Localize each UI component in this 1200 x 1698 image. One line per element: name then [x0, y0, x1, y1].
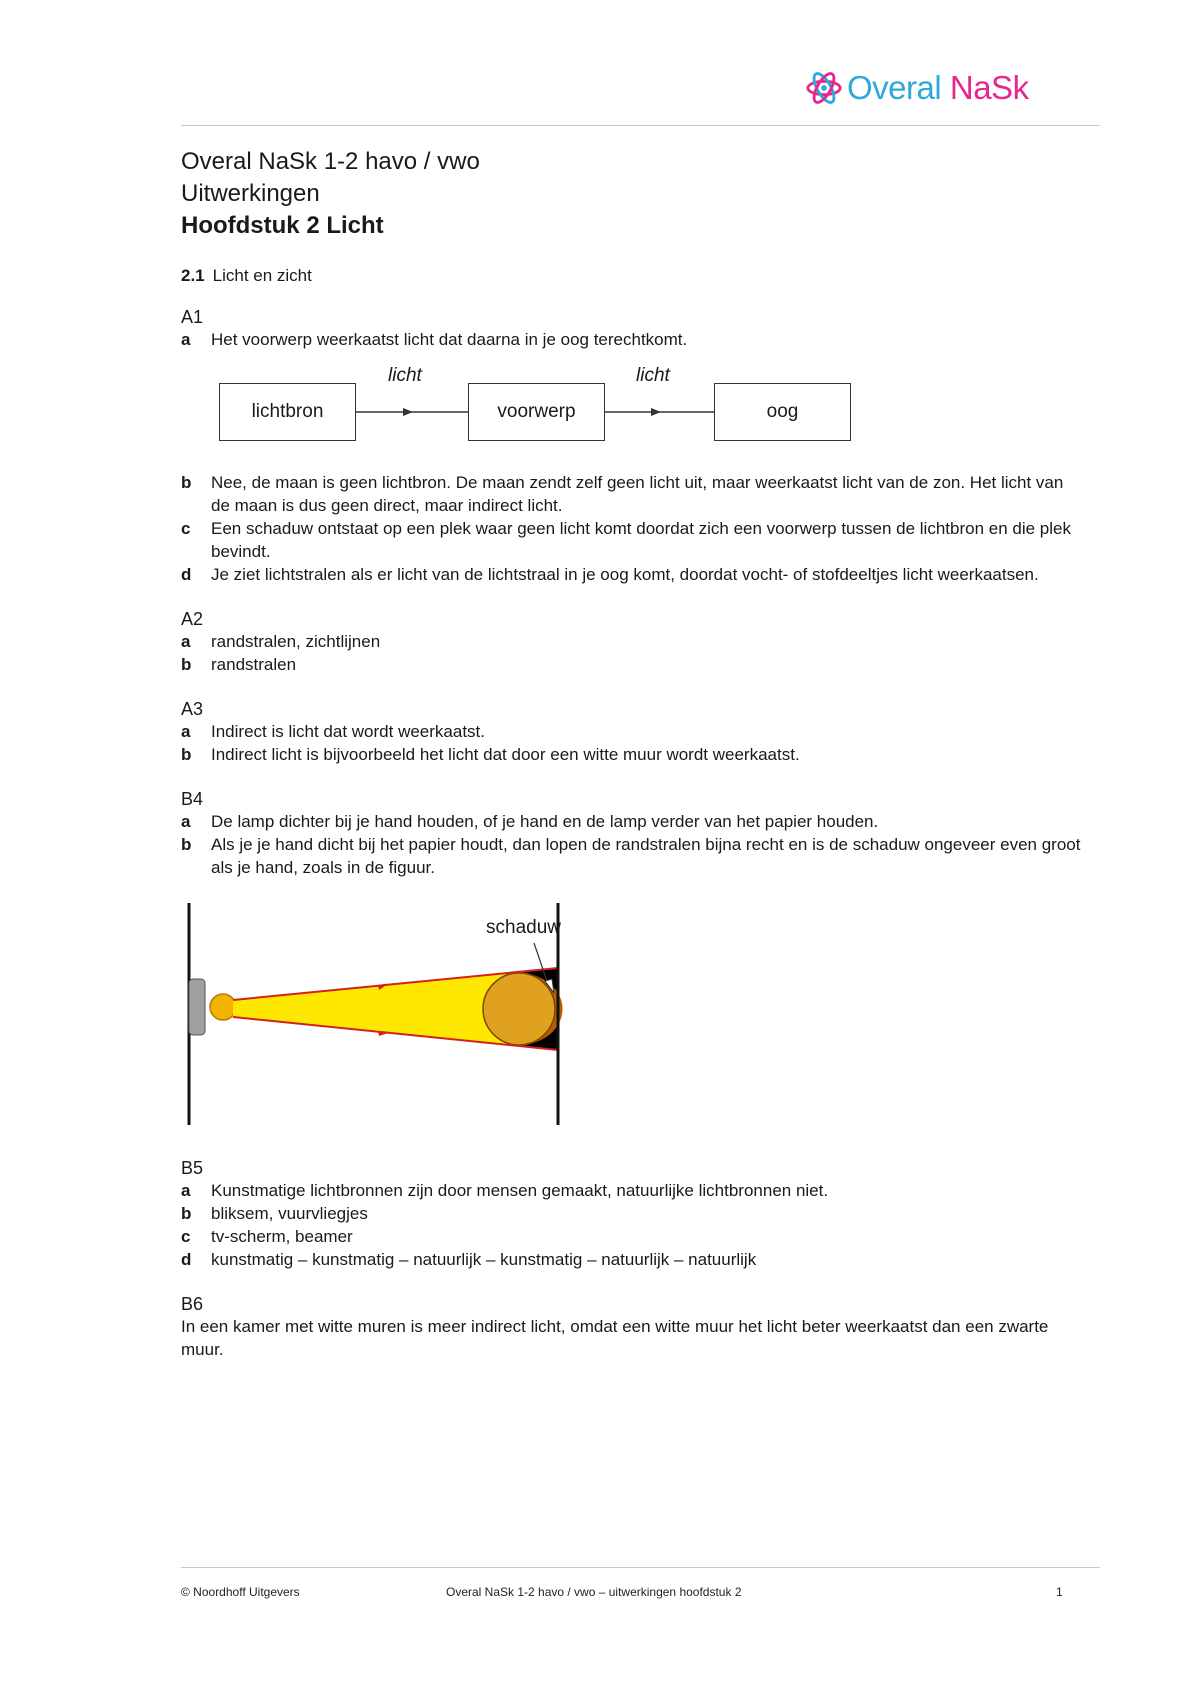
- answer-paragraph: In een kamer met witte muren is meer indirect licht, omdat een witte muur het licht beter weerkaatst dan een zwarte muur.: [181, 1317, 1049, 1359]
- overal-nask-logo: [805, 66, 1029, 110]
- section-heading: [181, 266, 1081, 286]
- answer-letter: a: [181, 722, 191, 741]
- answer-text: Indirect licht is bijvoorbeeld het licht dat door een witte muur wordt weerkaatst.: [211, 745, 800, 764]
- question-label: B6: [181, 1294, 204, 1314]
- answer-letter: c: [181, 519, 191, 538]
- document-body: [181, 146, 1081, 1361]
- logo-word-nask: NaSk: [949, 69, 1029, 106]
- question-label: A2: [181, 609, 204, 629]
- footer-page-number: 1: [1056, 1585, 1063, 1599]
- answer-item: [181, 1202, 1081, 1225]
- answer-letter: a: [181, 1181, 191, 1200]
- lamp-socket: [189, 979, 205, 1035]
- question-label: A3: [181, 699, 204, 719]
- answer-item: [181, 833, 1081, 879]
- box-lichtbron: lichtbron: [219, 383, 356, 441]
- header-divider: [181, 125, 1100, 126]
- arrow-label-1: licht: [388, 365, 422, 386]
- footer-divider: [181, 1567, 1100, 1568]
- answer-letter: d: [181, 1250, 192, 1269]
- box-oog: oog: [714, 383, 851, 441]
- answer-letter: a: [181, 330, 191, 349]
- answer-text: randstralen: [211, 655, 297, 674]
- answer-text: kunstmatig – kunstmatig – natuurlijk – kunstmatig – natuurlijk – natuurlijk: [211, 1250, 757, 1269]
- answer-letter: b: [181, 655, 192, 674]
- arrow-head-1: [403, 408, 413, 416]
- arrow-head-2: [651, 408, 661, 416]
- shadow-label: schaduw: [486, 917, 561, 938]
- answer-text: Je ziet lichtstralen als er licht van de lichtstraal in je oog komt, doordat vocht- of stofdeeltjes licht weerkaatsen.: [211, 565, 1039, 584]
- answer-text: Een schaduw ontstaat op een plek waar geen licht komt doordat zich een voorwerp tussen de lichtbron en die plek bevindt.: [211, 519, 1071, 561]
- hand-object: [483, 973, 555, 1045]
- answer-item: [181, 1179, 1081, 1202]
- doc-title: Overal NaSk 1-2 havo / vwo: [181, 148, 480, 175]
- answer-text: Indirect is licht dat wordt weerkaatst.: [211, 722, 486, 741]
- answer-text: Als je je hand dicht bij het papier houdt, dan lopen de randstralen bijna recht en is de schaduw ongeveer even groot als je hand, zoals in de figuur.: [211, 835, 1081, 877]
- answer-text: tv-scherm, beamer: [211, 1227, 353, 1246]
- logo-text: [847, 69, 1029, 107]
- answer-item: [181, 720, 1081, 743]
- answer-item: [181, 1225, 1081, 1248]
- doc-subtitle: Uitwerkingen: [181, 180, 320, 207]
- light-path-diagram: [181, 359, 1081, 463]
- answer-item: [181, 563, 1081, 586]
- answer-item: [181, 328, 1081, 351]
- answer-text: De lamp dichter bij je hand houden, of je hand en de lamp verder van het papier houden.: [211, 812, 879, 831]
- lamp-bulb: [210, 994, 236, 1020]
- answer-text: Kunstmatige lichtbronnen zijn door mensen gemaakt, natuurlijke lichtbronnen niet.: [211, 1181, 829, 1200]
- atom-logo-icon: [805, 69, 843, 107]
- answer-letter: a: [181, 812, 191, 831]
- answer-text: Het voorwerp weerkaatst licht dat daarna in je oog terechtkomt.: [211, 330, 688, 349]
- answer-item: [181, 1248, 1081, 1271]
- footer-copyright: © Noordhoff Uitgevers: [181, 1585, 300, 1599]
- question-label: A1: [181, 307, 204, 327]
- answer-item: [181, 630, 1081, 653]
- answer-item: [181, 471, 1081, 517]
- answer-item: [181, 810, 1081, 833]
- arrow-label-2: licht: [636, 365, 670, 386]
- answer-letter: b: [181, 745, 192, 764]
- answer-letter: d: [181, 565, 192, 584]
- box-voorwerp: voorwerp: [468, 383, 605, 441]
- answer-text: Nee, de maan is geen lichtbron. De maan zendt zelf geen licht uit, maar weerkaatst licht van de zon. Het licht van de maan is dus geen direct, maar indirect licht.: [211, 473, 1064, 515]
- answer-letter: a: [181, 632, 191, 651]
- logo-word-overal: Overal: [847, 69, 942, 106]
- section-number: 2.1: [181, 266, 205, 285]
- answer-letter: c: [181, 1227, 191, 1246]
- answer-letter: b: [181, 473, 192, 492]
- answer-text: randstralen, zichtlijnen: [211, 632, 381, 651]
- shadow-illustration: [181, 895, 1081, 1135]
- footer-doc-title: Overal NaSk 1-2 havo / vwo – uitwerkingen hoofdstuk 2: [446, 1585, 742, 1599]
- question-label: B4: [181, 789, 204, 809]
- section-title: Licht en zicht: [212, 266, 312, 285]
- question-label: B5: [181, 1158, 204, 1178]
- answer-item: [181, 517, 1081, 563]
- answer-text: bliksem, vuurvliegjes: [211, 1204, 368, 1223]
- chapter-title: Hoofdstuk 2 Licht: [181, 212, 384, 239]
- answer-letter: b: [181, 835, 192, 854]
- answer-item: [181, 743, 1081, 766]
- answer-item: [181, 653, 1081, 676]
- answer-letter: b: [181, 1204, 192, 1223]
